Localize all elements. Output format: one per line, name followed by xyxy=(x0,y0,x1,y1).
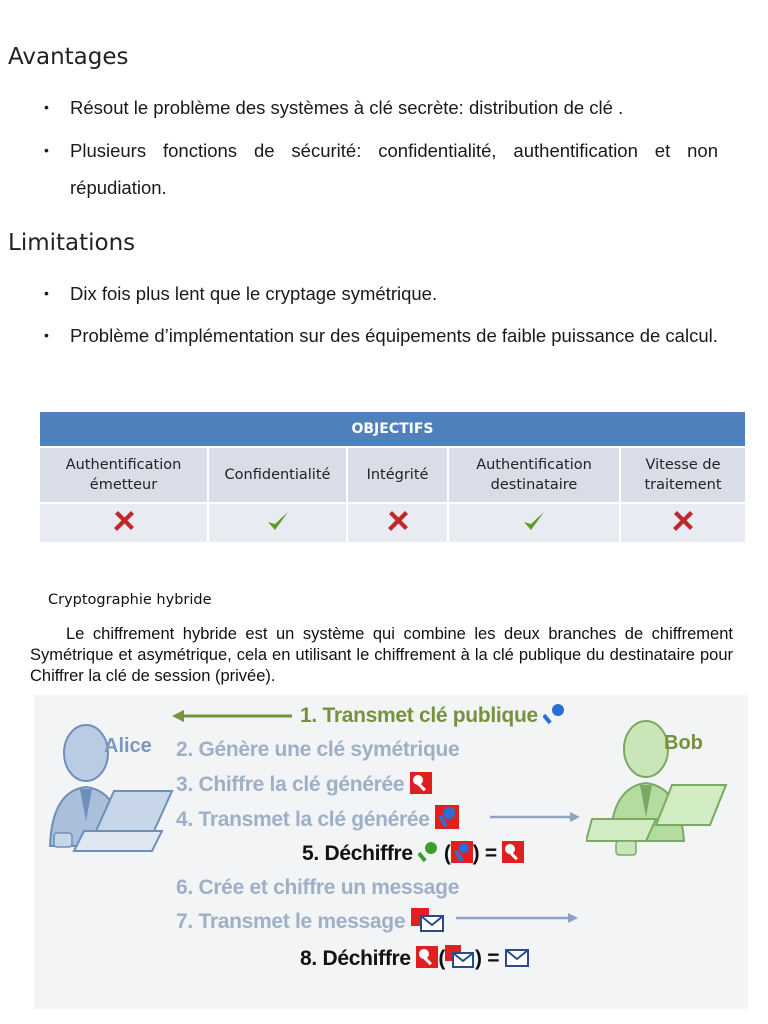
bullet: • xyxy=(44,99,49,115)
limitation-text: Problème d’implémentation sur des équipements de faible puissance de calcul. xyxy=(70,325,718,346)
encrypted-message-icon xyxy=(445,945,475,969)
bullet: • xyxy=(44,142,49,158)
step-6: 6. Crée et chiffre un message xyxy=(176,876,460,899)
step-1: 1. Transmet clé publique xyxy=(300,703,565,728)
column-label: Intégrité xyxy=(347,447,448,503)
alice-label: Alice xyxy=(104,735,152,757)
private-key-icon xyxy=(418,841,438,863)
step-5: 5. Déchiffre ( ) = xyxy=(302,841,524,866)
step-3: 3. Chiffre la clé générée xyxy=(176,772,432,797)
status-cell xyxy=(448,503,620,542)
table-row xyxy=(40,447,745,503)
advantages-heading: Avantages xyxy=(8,44,129,70)
column-label: Confidentialité xyxy=(208,447,347,503)
limitation-text: Dix fois plus lent que le cryptage symétrique. xyxy=(70,283,438,304)
bullet: • xyxy=(44,285,49,301)
cross-icon xyxy=(385,508,411,534)
symmetric-key-icon xyxy=(502,841,524,863)
public-key-icon xyxy=(543,703,565,725)
encrypted-key-icon xyxy=(435,805,459,829)
limitations-heading: Limitations xyxy=(8,230,136,256)
symmetric-key-icon xyxy=(410,772,432,794)
cross-icon xyxy=(111,508,137,534)
section-caption: Cryptographie hybride xyxy=(48,592,212,608)
step-7: 7. Transmet le message xyxy=(176,908,445,934)
column-label: Authentification émetteur xyxy=(40,447,208,503)
cross-icon xyxy=(670,508,696,534)
encrypted-key-icon xyxy=(451,841,473,863)
advantage-item xyxy=(44,89,718,126)
check-icon xyxy=(265,508,291,534)
limitation-item xyxy=(44,275,718,312)
step-8: 8. Déchiffre ( ) = xyxy=(300,945,529,971)
message-envelope-icon xyxy=(505,949,529,967)
advantage-item xyxy=(44,132,718,206)
hybrid-crypto-diagram xyxy=(34,695,748,1009)
limitation-item xyxy=(44,317,718,354)
encrypted-message-icon xyxy=(411,908,445,932)
table-header: OBJECTIFS xyxy=(40,412,745,447)
column-label: Vitesse de traitement xyxy=(620,447,745,503)
status-cell xyxy=(620,503,745,542)
column-label: Authentification destinataire xyxy=(448,447,620,503)
table-row xyxy=(40,503,745,542)
step-2: 2. Génère une clé symétrique xyxy=(176,738,460,761)
advantage-text: Plusieurs fonctions de sécurité: confidentialité, authentification et non répudiation. xyxy=(70,140,718,198)
status-cell xyxy=(347,503,448,542)
symmetric-key-icon xyxy=(416,946,438,968)
step-4: 4. Transmet la clé générée xyxy=(176,805,459,832)
status-cell xyxy=(208,503,347,542)
status-cell xyxy=(40,503,208,542)
section-paragraph: Le chiffrement hybride est un système qui combine les deux branches de chiffrement Symétrique et asymétrique, cela en utilisant le chiffrement à la clé publique du destinataire pour Chiffrer la clé de session (privée). xyxy=(30,625,733,685)
objectives-table xyxy=(40,412,745,542)
bob-label: Bob xyxy=(664,732,703,754)
advantage-text: Résout le problème des systèmes à clé secrète: distribution de clé . xyxy=(70,97,624,118)
check-icon xyxy=(521,508,547,534)
bullet: • xyxy=(44,327,49,343)
